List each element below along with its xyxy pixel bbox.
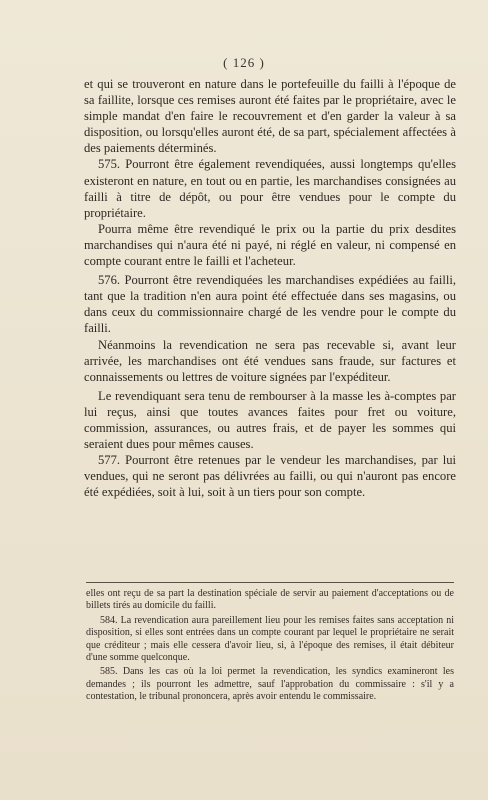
footnote-584: 584. La revendication aura pareillement lieu pour les remises faites sans acceptation ni disposition, si elles sont entrées dans un compte courant par lequel le propriétaire ne serait que créditeur ; mais elle cessera d'avoir lieu, si, à l'époque des remises, il était débiteur d'une somme quelconque. [86,614,454,664]
paragraph-neanmoins: Néanmoins la revendication ne sera pas recevable si, avant leur arrivée, les marchandises ont été vendues sans fraude, sur factures et connaissements ou lettres de voiture signées par l'expéditeur. [84,337,456,384]
page-number: ( 126 ) [223,55,265,70]
paragraph-continuation: et qui se trouveront en nature dans le portefeuille du failli à l'époque de sa faillite, lorsque ces remises auront été faites par le propriétaire, avec le simple mandat d'en faire le recouvrement et d'en garder la valeur à sa disposition, ou lorsqu'elles auront été, de sa part, spécialement affectées à des paiements déterminés. [84,77,456,156]
main-text [84,76,456,500]
footnotes [86,588,454,704]
footnote-continuation: elles ont reçu de sa part la destination spéciale de servir au paiement d'acceptations ou de billets tirés au domicile du failli. [86,588,454,612]
paragraph-revendiquant: Le revendiquant sera tenu de rembourser à la masse les à-comptes par lui reçus, ainsi que toutes avances faites pour fret ou voiture, commission, assurances, ou autres frais, et de payer les sommes qui seraient dues pour mêmes causes. [84,388,456,452]
article-577: 577. Pourront être retenues par le vendeur les marchandises, par lui vendues, qui ne seront pas délivrées au failli, ou qui n'auront pas encore été expédiées, soit à lui, soit à un tiers pour son compte. [84,453,456,500]
footnote-585: 585. Dans les cas où la loi permet la revendication, les syndics examineront les demandes ; ils pourront les admettre, sauf l'approbation du commissaire : s'il y a contestation, le tribunal prononcera, après avoir entendu le commissaire. [86,666,454,703]
article-575: 575. Pourront être également revendiquées, aussi longtemps qu'elles existeront en nature, en tout ou en partie, les marchandises consignées au failli à titre de dépôt, ou pour être vendues pour le compte du propriétaire. [84,157,456,220]
paragraph-prix: Pourra même être revendiqué le prix ou la partie du prix desdites marchandises qui n'aura été ni payé, ni réglé en valeur, ni compensé en compte courant entre le failli et l'acheteur. [84,221,456,269]
article-576: 576. Pourront être revendiquées les marchandises expédiées au failli, tant que la tradition n'en aura point été effectuée dans ses magasins, ou dans ceux du commissionnaire chargé de les vendre pour le compte du failli. [84,273,456,336]
footnote-divider [86,582,454,583]
